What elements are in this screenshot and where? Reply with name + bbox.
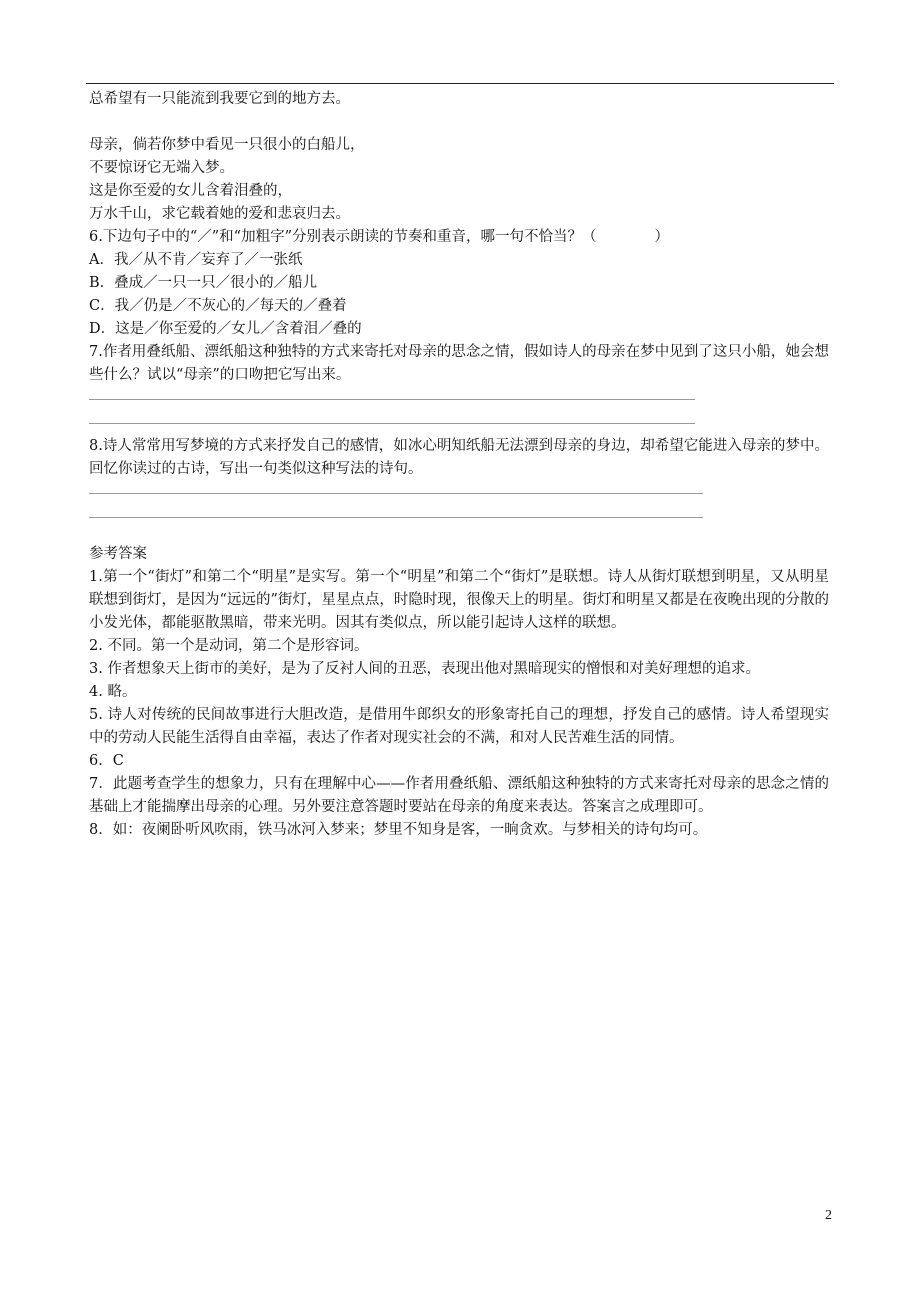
answer-key-heading: 参考答案 [89, 546, 147, 562]
question-6-stem: 6.下边句子中的“／”和“加粗字”分别表示朗读的节奏和重音，哪一句不恰当？（ ） [89, 229, 669, 245]
answer-item-3: 3. 作者想象天上街市的美好，是为了反衬人间的丑恶，表现出他对黑暗现实的憎恨和对美好理想的追求。 [89, 661, 760, 677]
answer-line[interactable] [89, 505, 829, 529]
document-body [89, 88, 829, 842]
answer-key [89, 543, 829, 842]
poem-line-top: 总希望有一只能流到我要它到的地方去。 [89, 91, 350, 107]
question-7-stem: 7.作者用叠纸船、漂纸船这种独特的方式来寄托对母亲的思念之情，假如诗人的母亲在梦中见到了这只小船，她会想些什么？试以“母亲”的口吻把它写出来。 [89, 344, 829, 383]
question-6-option-b: B．叠成／一只一只／很小的／船儿 [89, 275, 318, 291]
poem-stanza [89, 134, 829, 226]
poem-line: 万水千山，求它载着她的爱和悲哀归去。 [89, 206, 350, 222]
answer-item-6: 6．C [89, 753, 124, 769]
spacer [89, 111, 829, 134]
answer-item-8: 8．如：夜阑卧听风吹雨，铁马冰河入梦来；梦里不知身是客，一晌贪欢。与梦相关的诗句均可。 [89, 822, 708, 838]
header-rule [86, 83, 834, 84]
answer-item-1: 1.第一个“街灯”和第二个“明星”是实写。第一个“明星”和第二个“街灯”是联想。诗人从街灯联想到明星，又从明星联想到街灯，是因为“远远的”街灯，星星点点，时隐时现，很像天上的明星。街灯和明星又都是在夜晚出现的分散的小发光体，都能驱散黑暗，带来光明。因其有类似点，所以能引起诗人这样的联想。 [89, 569, 829, 631]
question-7 [89, 341, 829, 435]
answer-line[interactable] [89, 481, 829, 505]
poem-line: 母亲，倘若你梦中看见一只很小的白船儿， [89, 137, 365, 153]
question-6-option-d: D．这是／你至爱的／女儿／含着泪／叠的 [89, 321, 362, 337]
question-8-stem: 8.诗人常常用写梦境的方式来抒发自己的感情，如冰心明知纸船无法漂到母亲的身边，却希望它能进入母亲的梦中。回忆你读过的古诗，写出一句类似这种写法的诗句。 [89, 438, 829, 477]
page-number: 2 [825, 1208, 832, 1223]
question-8 [89, 435, 829, 529]
answer-line[interactable] [89, 411, 829, 435]
answer-item-7: 7．此题考查学生的想象力，只有在理解中心——作者用叠纸船、漂纸船这种独特的方式来寄托对母亲的思念之情的基础上才能揣摩出母亲的心理。另外要注意答题时要站在母亲的角度来表达。答案言之成理即可。 [89, 776, 829, 815]
answer-item-5: 5. 诗人对传统的民间故事进行大胆改造，是借用牛郎织女的形象寄托自己的理想，抒发自己的感情。诗人希望现实中的劳动人民能生活得自由幸福，表达了作者对现实社会的不满，和对人民苦难生活的同情。 [89, 707, 829, 746]
question-6-option-c: C．我／仍是／不灰心的／每天的／叠着 [89, 298, 347, 314]
question-6 [89, 226, 829, 341]
poem-line: 不要惊讶它无端入梦。 [89, 160, 234, 176]
question-6-option-a: A．我／从不肯／妄弃了／一张纸 [89, 252, 303, 268]
poem-line: 这是你至爱的女儿含着泪叠的， [89, 183, 292, 199]
spacer [89, 529, 829, 543]
answer-line[interactable] [89, 387, 829, 411]
answer-item-2: 2. 不同。第一个是动词，第二个是形容词。 [89, 638, 369, 654]
answer-item-4: 4. 略。 [89, 684, 137, 700]
